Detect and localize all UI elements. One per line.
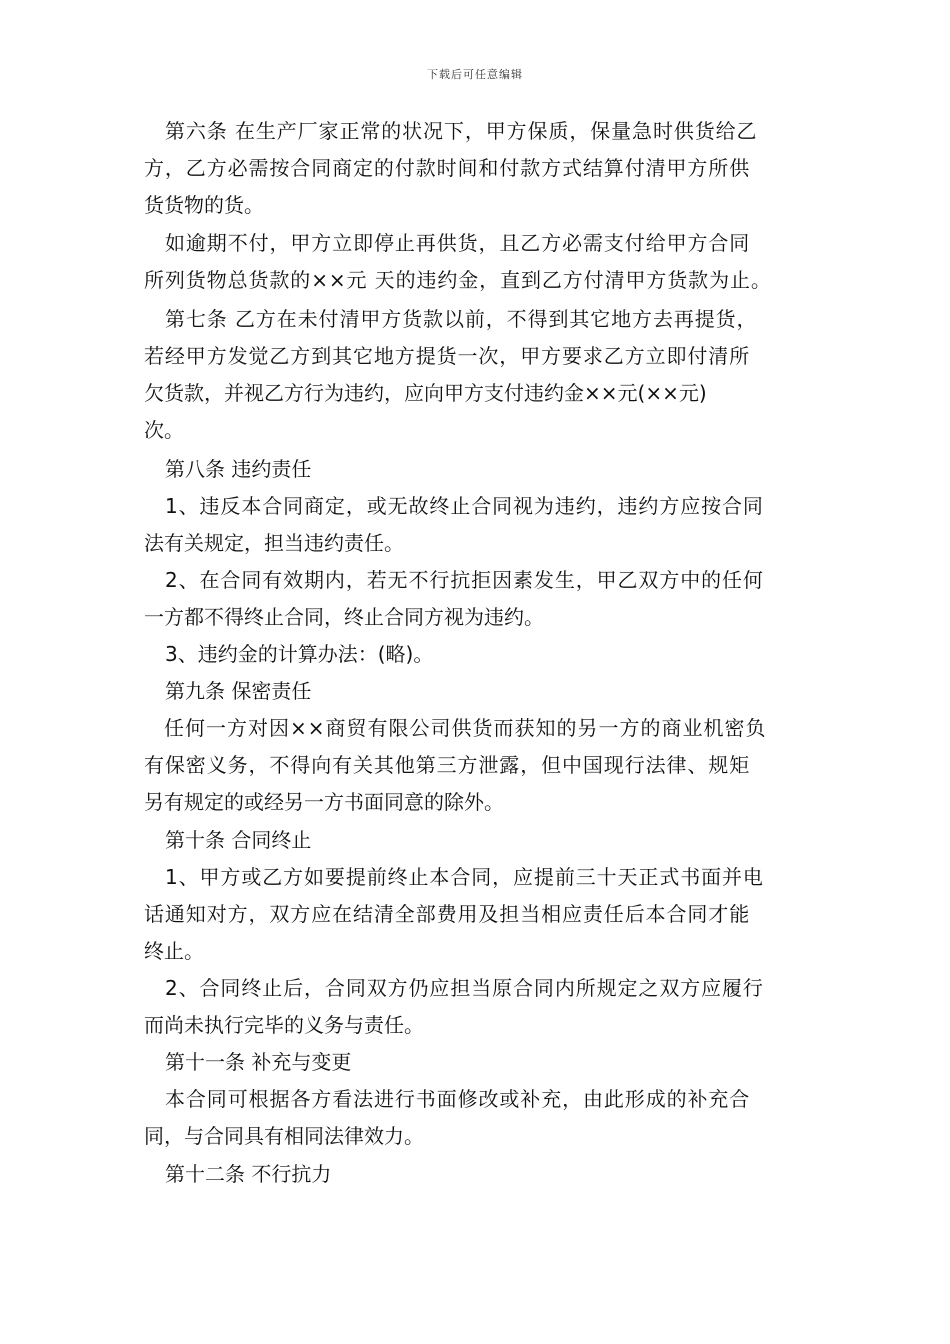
- article-7-line-3: 欠货款，并视乙方行为违约，应向甲方支付违约金××元(××元): [144, 381, 707, 405]
- article-8-item-1-line-2: 法有关规定，担当违约责任。: [144, 531, 404, 555]
- article-9-line-2: 有保密义务，不得向有关其他第三方泄露，但中国现行法律、规矩: [144, 753, 751, 777]
- article-10-item-2-line-1: 2、合同终止后，合同双方仍应担当原合同内所规定之双方应履行: [165, 976, 764, 1000]
- article-10-heading: 第十条 合同终止: [165, 828, 312, 852]
- article-11-line-2: 同，与合同具有相同法律效力。: [144, 1124, 424, 1148]
- article-7-line-2: 若经甲方发觉乙方到其它地方提货一次，甲方要求乙方立即付清所: [144, 344, 751, 368]
- page-header: 下载后可任意编辑: [427, 68, 523, 81]
- article-6-line-1: 第六条 在生产厂家正常的状况下，甲方保质，保量急时供货给乙: [165, 119, 758, 143]
- article-8-item-1-line-1: 1、违反本合同商定，或无故终止合同视为违约，违约方应按合同: [165, 494, 764, 518]
- article-6-line-3: 货货物的货。: [144, 193, 264, 217]
- article-10-item-1-line-2: 话通知对方，双方应在结清全部费用及担当相应责任后本合同才能: [144, 902, 751, 926]
- article-8-item-2-line-1: 2、在合同有效期内，若无不行抗拒因素发生，甲乙双方中的任何: [165, 568, 764, 592]
- article-6-line-2: 方，乙方必需按合同商定的付款时间和付款方式结算付清甲方所供: [144, 156, 751, 180]
- article-12-heading: 第十二条 不行抗力: [165, 1162, 332, 1186]
- document-body: [144, 113, 812, 1193]
- article-11-line-1: 本合同可根据各方看法进行书面修改或补充，由此形成的补充合: [165, 1087, 751, 1111]
- article-8-heading: 第八条 违约责任: [165, 457, 312, 481]
- overdue-line-1: 如逾期不付，甲方立即停止再供货，且乙方必需支付给甲方合同: [165, 231, 751, 255]
- article-9-heading: 第九条 保密责任: [165, 679, 312, 703]
- article-10-item-1-line-1: 1、甲方或乙方如要提前终止本合同，应提前三十天正式书面并电: [165, 865, 764, 889]
- article-7-line-1: 第七条 乙方在未付清甲方货款以前，不得到其它地方去再提货，: [165, 307, 758, 331]
- article-8-item-3: 3、违约金的计算办法：(略)。: [165, 642, 434, 666]
- article-11-heading: 第十一条 补充与变更: [165, 1050, 352, 1074]
- article-9-line-3: 另有规定的或经另一方书面同意的除外。: [144, 790, 504, 814]
- article-9-line-1: 任何一方对因××商贸有限公司供货而获知的另一方的商业机密负: [164, 716, 767, 740]
- article-10-item-1-line-3: 终止。: [144, 939, 204, 963]
- overdue-line-2: 所列货物总货款的××元 天的违约金，直到乙方付清甲方货款为止。: [144, 268, 772, 292]
- article-7-line-4: 次。: [144, 418, 184, 442]
- article-8-item-2-line-2: 一方都不得终止合同，终止合同方视为违约。: [144, 605, 544, 629]
- article-10-item-2-line-2: 而尚未执行完毕的义务与责任。: [144, 1013, 424, 1037]
